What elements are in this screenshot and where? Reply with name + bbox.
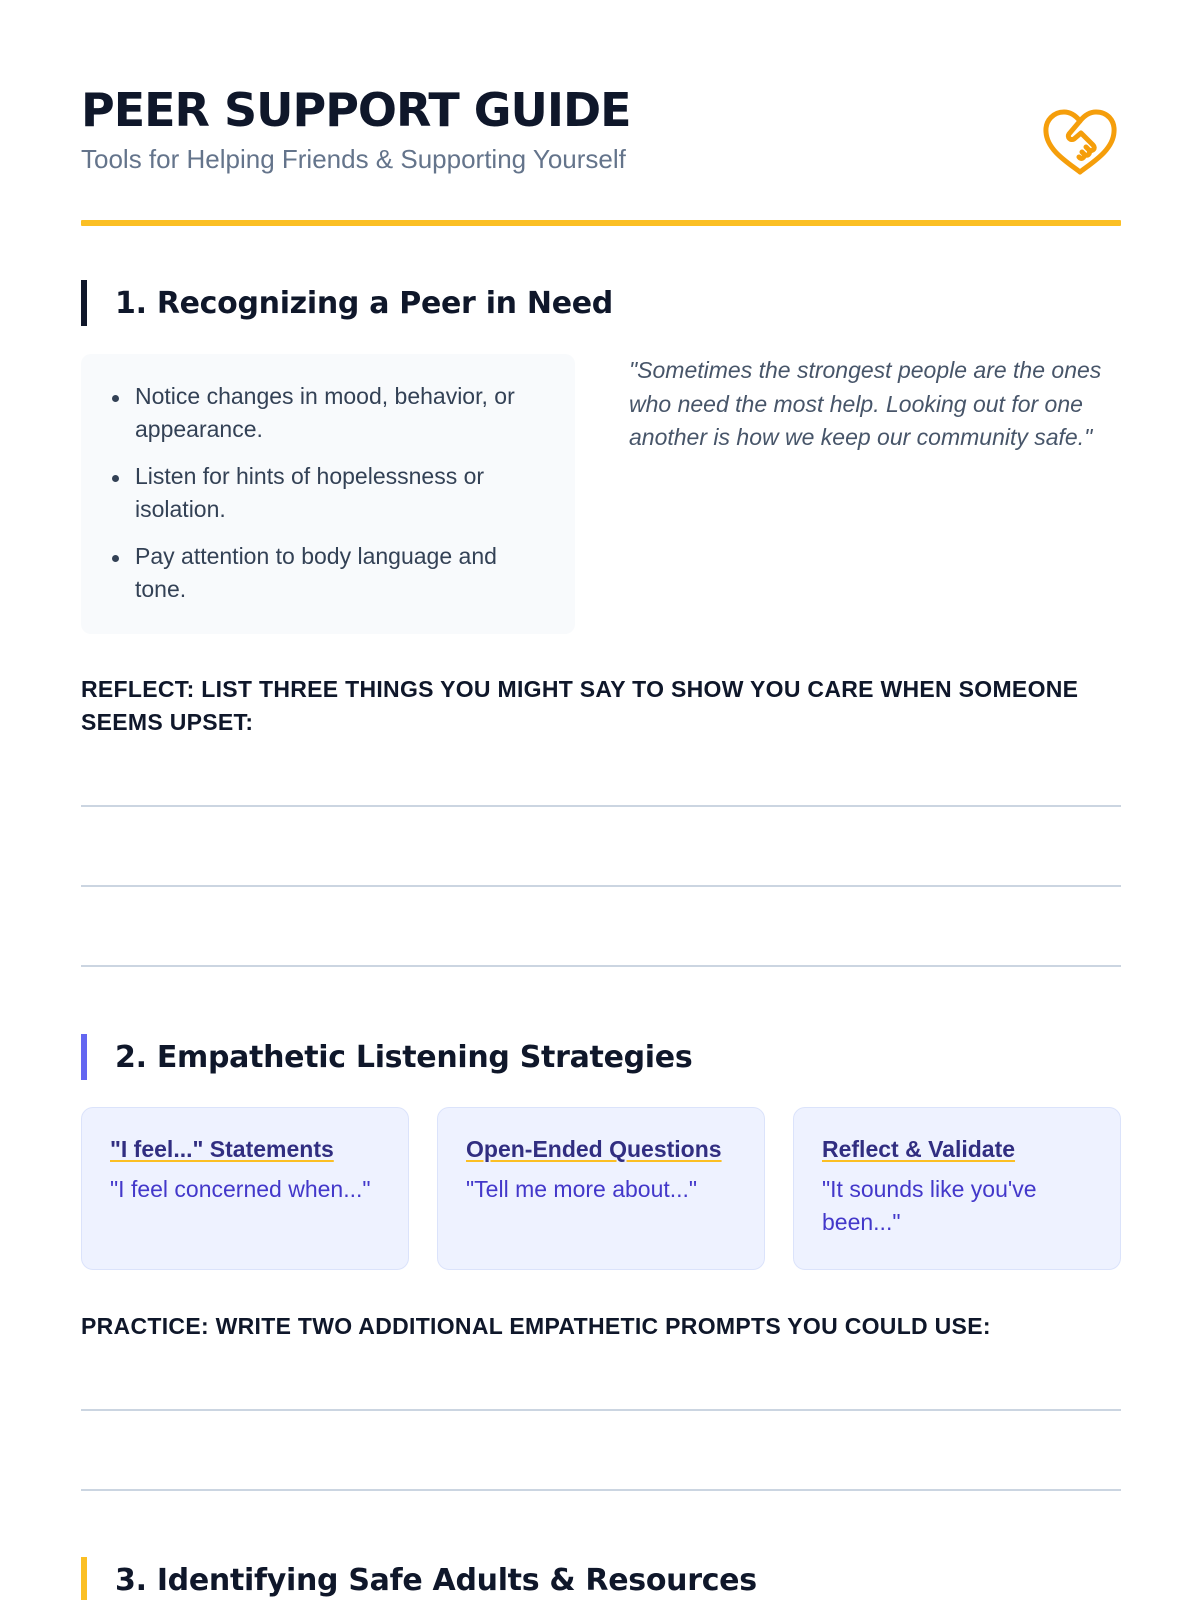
- header-divider: [81, 220, 1121, 226]
- support-quote: "Sometimes the strongest people are the ones who need the most help. Looking out for one another is how we keep our community safe.": [629, 357, 1102, 450]
- reflect-prompt: REFLECT: LIST THREE THINGS YOU MIGHT SAY TO SHOW YOU CARE WHEN SOMEONE SEEMS UPSET:: [81, 676, 1079, 735]
- page-subtitle: Tools for Helping Friends & Supporting Yourself: [81, 144, 626, 174]
- strategy-card-example: "I feel concerned when...": [110, 1176, 371, 1202]
- practice-line-1[interactable]: [81, 1409, 1121, 1411]
- answer-line-3[interactable]: [81, 965, 1121, 967]
- list-item: Listen for hints of hopelessness or isolation.: [111, 460, 547, 526]
- strategy-card-example: "Tell me more about...": [466, 1176, 698, 1202]
- page-title: PEER SUPPORT GUIDE: [81, 83, 631, 137]
- practice-line-2[interactable]: [81, 1489, 1121, 1491]
- strategy-card-reflect: [793, 1107, 1121, 1270]
- list-item: Notice changes in mood, behavior, or appearance.: [111, 380, 547, 446]
- strategy-card-example: "It sounds like you've been...": [822, 1176, 1037, 1235]
- answer-line-1[interactable]: [81, 805, 1121, 807]
- heart-handshake-icon: [1041, 108, 1119, 178]
- strategy-card-title: Reflect & Validate: [822, 1136, 1016, 1162]
- worksheet-page: [81, 0, 1121, 1598]
- strategy-card-title: "I feel..." Statements: [110, 1136, 334, 1162]
- warning-signs-box: [81, 354, 575, 634]
- warning-signs-list: [111, 380, 547, 606]
- section-2-title: 2. Empathetic Listening Strategies: [115, 1039, 693, 1075]
- answer-line-2[interactable]: [81, 885, 1121, 887]
- strategy-cards: [81, 1107, 1121, 1270]
- section-1-title: 1. Recognizing a Peer in Need: [115, 285, 613, 321]
- section-3-accent-bar: [81, 1557, 87, 1600]
- strategy-card-i-feel: [81, 1107, 409, 1270]
- practice-prompt: PRACTICE: WRITE TWO ADDITIONAL EMPATHETIC PROMPTS YOU COULD USE:: [81, 1313, 991, 1339]
- section-3-heading: [81, 1557, 757, 1600]
- list-item: Pay attention to body language and tone.: [111, 540, 547, 606]
- section-1-heading: [81, 280, 613, 326]
- section-3-title: 3. Identifying Safe Adults & Resources: [115, 1562, 757, 1598]
- strategy-card-title: Open-Ended Questions: [466, 1136, 722, 1162]
- page-header: [81, 0, 1121, 226]
- section-2-accent-bar: [81, 1034, 87, 1080]
- section-2-heading: [81, 1034, 692, 1080]
- section-1-accent-bar: [81, 280, 87, 326]
- strategy-card-open-questions: [437, 1107, 765, 1270]
